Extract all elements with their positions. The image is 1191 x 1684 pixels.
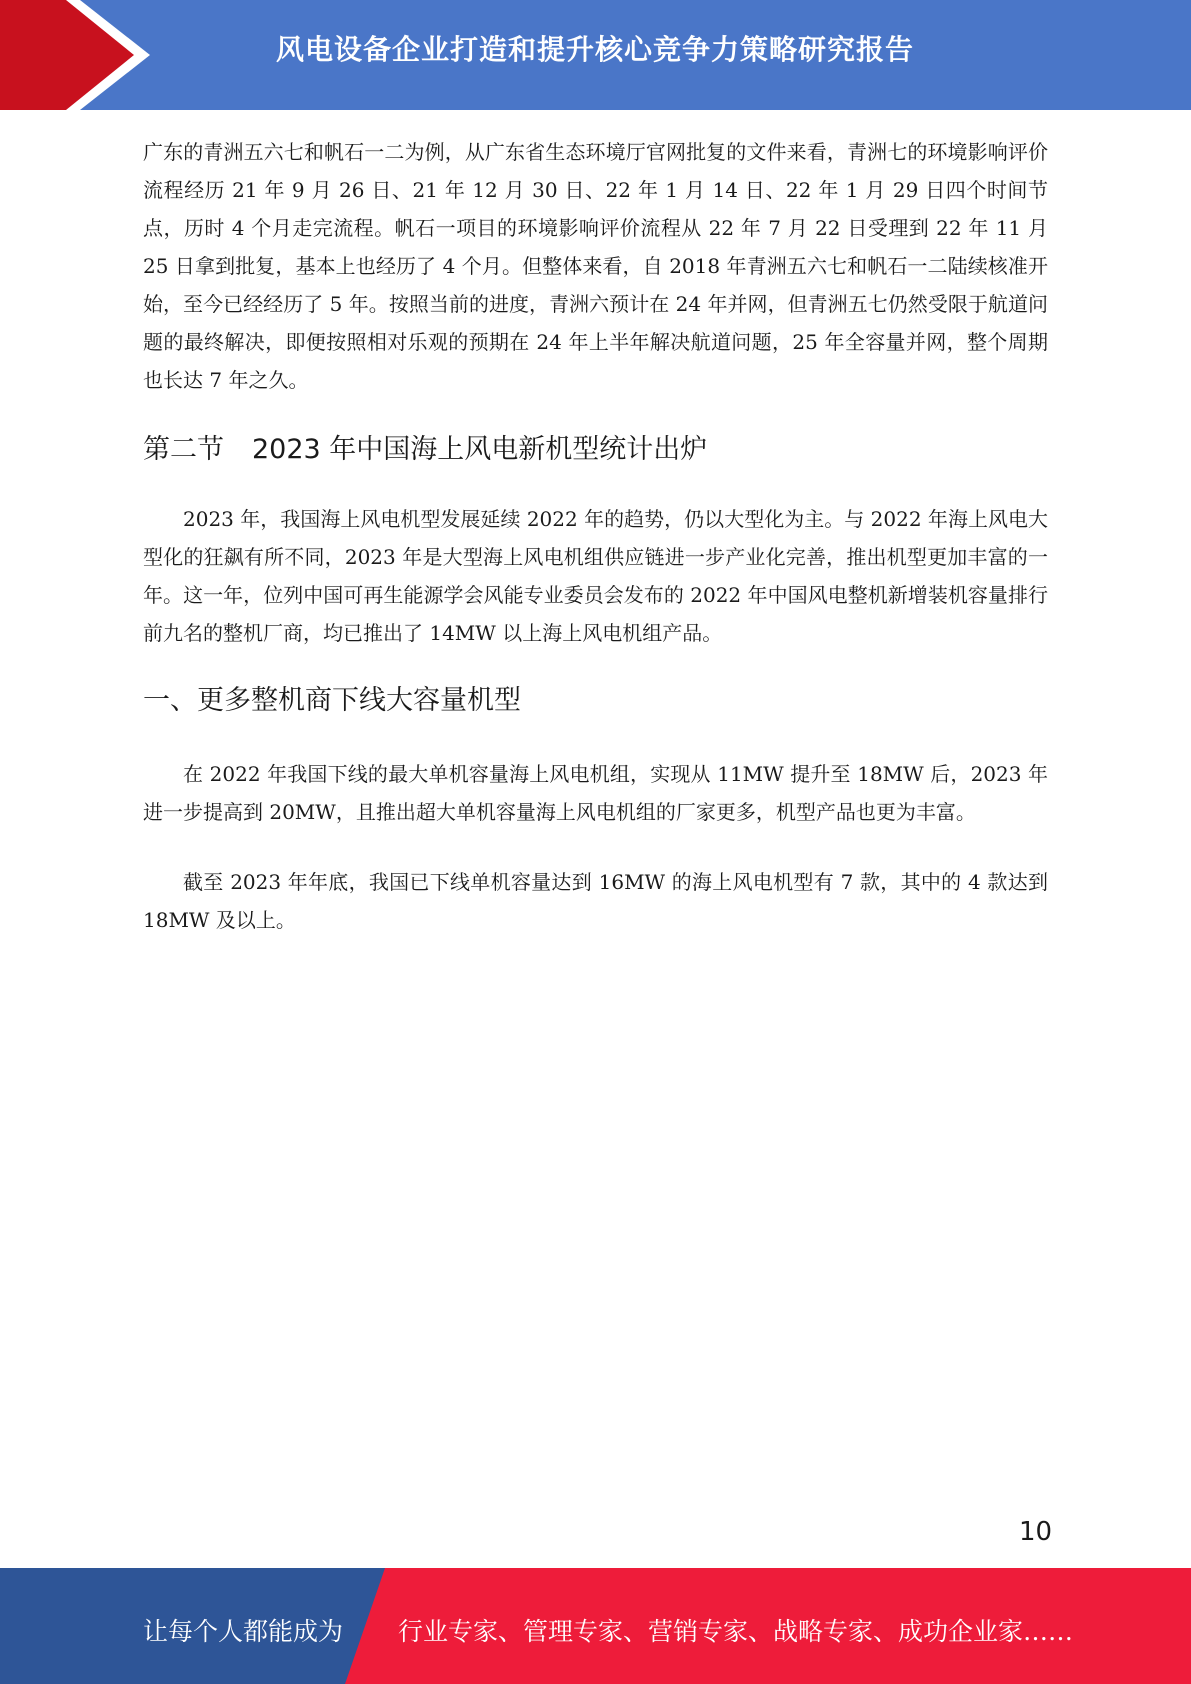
- body-paragraph-4: 截至 2023 年年底，我国已下线单机容量达到 16MW 的海上风电机型有 7 款，其中的 4 款达到 18MW 及以上。: [143, 870, 1048, 932]
- footer-slogan-right: 行业专家、管理专家、营销专家、战略专家、成功企业家……: [398, 1617, 1074, 1646]
- body-paragraph-1: 广东的青洲五六七和帆石一二为例，从广东省生态环境厅官网批复的文件来看，青洲七的环境影响评价流程经历 21 年 9 月 26 日、21 年 12 月 30 日、22 年 1 月 14 日、22 年 1 月 29 日四个时间节点，历时 4 个月走完流程。帆石一项目的环境影响评价流程从 22 年 7 月 22 日受理到 22 年 11 月 25 日拿到批复，基本上也经历了 4 个月。但整体来看，自 2018 年青洲五六七和帆石一二陆续核准开始，至今已经经历了 5 年。按照当前的进度，青洲六预计在 24 年并网，但青洲五七仍然受限于航道问题的最终解决，即便按照相对乐观的预期在 24 年上半年解决航道问题，25 年全容量并网，整个周期也长达 7 年之久。: [143, 140, 1048, 392]
- header-arrow-decoration: [0, 0, 160, 110]
- page-number: 10: [1019, 1517, 1053, 1547]
- page-footer: [0, 1568, 1191, 1684]
- footer-slogan-left: 让每个人都能成为: [143, 1617, 344, 1646]
- section-heading: [143, 427, 1048, 466]
- body-paragraph-2: 2023 年，我国海上风电机型发展延续 2022 年的趋势，仍以大型化为主。与 2022 年海上风电大型化的狂飙有所不同，2023 年是大型海上风电机组供应链进一步产业化完善，推出机型更加丰富的一年。这一年，位列中国可再生能源学会风能专业委员会发布的 2022 年中国风电整机新增装机容量排行前九名的整机厂商，均已推出了 14MW 以上海上风电机组产品。: [143, 507, 1048, 645]
- body-paragraph-3: 在 2022 年我国下线的最大单机容量海上风电机组，实现从 11MW 提升至 18MW 后，2023 年进一步提高到 20MW，且推出超大单机容量海上风电机组的厂家更多，机型产品也更为丰富。: [143, 762, 1048, 824]
- section-title-text: 2023 年中国海上风电新机型统计出炉: [252, 434, 708, 465]
- report-title: 风电设备企业打造和提升核心竞争力策略研究报告: [276, 33, 915, 66]
- subsection-heading: 一、更多整机商下线大容量机型: [143, 685, 521, 716]
- page-content: [143, 133, 1048, 939]
- page-header: [0, 0, 1191, 110]
- section-number: 第二节: [143, 434, 224, 465]
